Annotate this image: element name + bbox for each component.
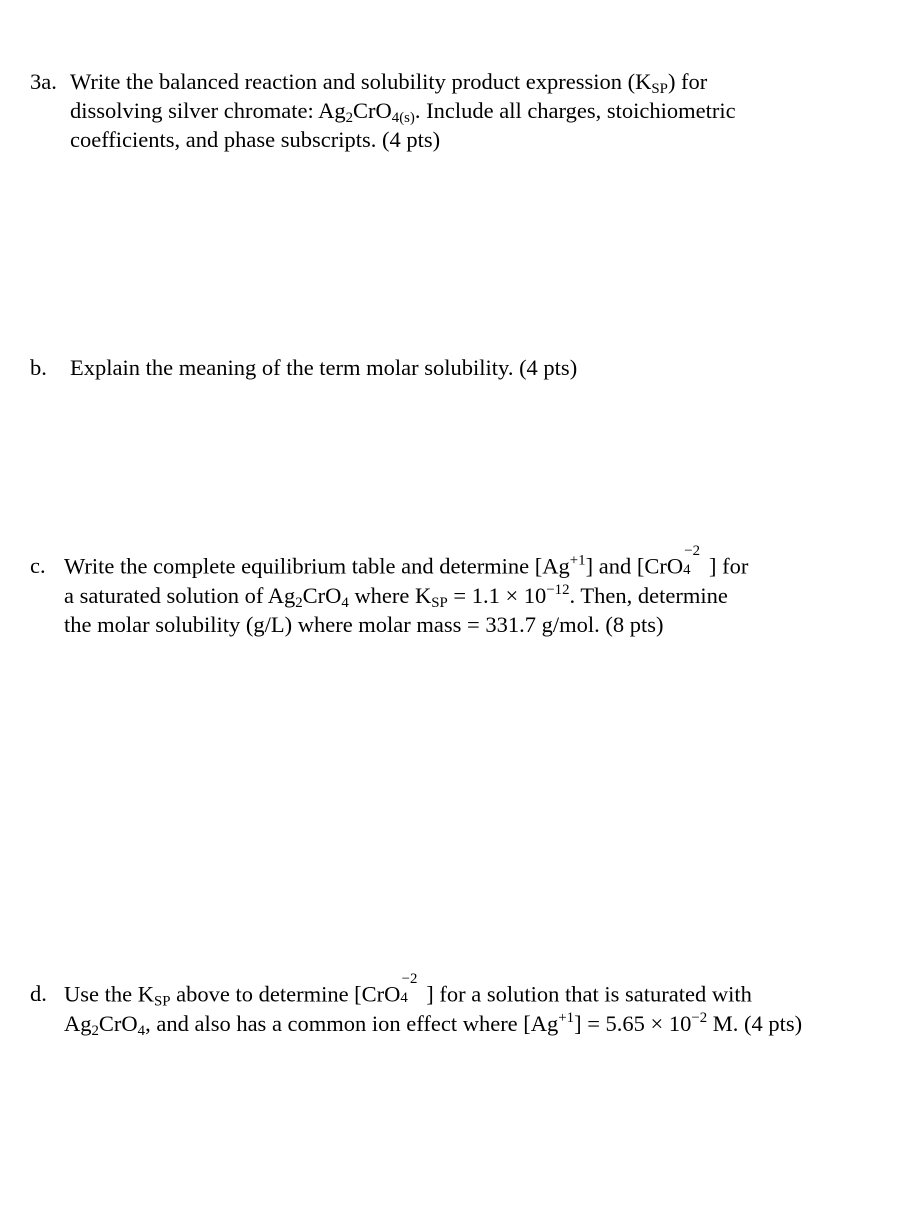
question-line [70, 125, 900, 154]
superscript: −12 [546, 581, 570, 598]
question-text [30, 67, 900, 154]
text-run: . Then, determine [569, 582, 728, 608]
text-run: CrO [302, 582, 342, 608]
text-run: Write the balanced reaction and solubility product expression (K [70, 69, 652, 94]
question-text [30, 353, 900, 382]
question-b [30, 353, 900, 382]
text-run: . Include all charges, stoichiometric [414, 98, 736, 123]
text-run: Explain the meaning of the term molar solubility. (4 pts) [70, 355, 578, 380]
question-line [70, 67, 900, 96]
question-label: c. [30, 553, 46, 578]
text-run: Ag [64, 1010, 92, 1036]
question-label: d. [30, 981, 47, 1006]
question-line [70, 353, 900, 382]
question-line [64, 581, 900, 610]
text-run: , and also has a common ion effect where [Ag [145, 1010, 559, 1036]
subscript: SP [431, 594, 448, 611]
subscript: SP [153, 993, 171, 1010]
text-run: CrO [98, 1010, 138, 1036]
subscript: 2 [345, 110, 354, 127]
question-text [30, 542, 900, 639]
question-d [30, 970, 900, 1039]
question-line [64, 610, 900, 639]
text-run: above to determine [CrO [170, 981, 401, 1007]
subscript: 4 [400, 989, 408, 1006]
superscript: −2 [684, 542, 701, 559]
text-run: a saturated solution of Ag [64, 582, 296, 608]
subscript: 4 [341, 594, 349, 611]
text-run: CrO [353, 98, 392, 123]
question-line [64, 542, 900, 581]
sub-superscript [400, 970, 426, 1006]
question-text [30, 970, 900, 1039]
superscript: −2 [691, 1009, 708, 1026]
text-run: ] for a solution that is saturated with [426, 981, 752, 1007]
text-run: ] for [708, 553, 749, 579]
text-run: ) for [667, 69, 708, 94]
question-line [64, 1009, 900, 1038]
text-run: where K [348, 582, 432, 608]
question-line [64, 970, 900, 1010]
subscript: 2 [295, 594, 303, 611]
text-run: M. (4 pts) [707, 1010, 803, 1036]
subscript: 4 [683, 561, 691, 578]
subscript: SP [651, 81, 668, 98]
text-run: the molar solubility (g/L) where molar mass = 331.7 g/mol. (8 pts) [64, 611, 664, 637]
question-label: b. [30, 355, 47, 380]
superscript: +1 [569, 552, 586, 569]
question-label: 3a. [30, 69, 57, 94]
question-3a [30, 67, 900, 154]
text-run: dissolving silver chromate: Ag [70, 98, 346, 123]
text-run: Write the complete equilibrium table and determine [Ag [64, 553, 570, 579]
superscript: −2 [401, 970, 418, 987]
subscript: 4(s) [391, 110, 415, 127]
text-run: = 1.1 × 10 [447, 582, 547, 608]
question-c [30, 542, 900, 639]
sub-superscript [683, 542, 709, 578]
superscript: +1 [558, 1009, 575, 1026]
subscript: 4 [137, 1022, 146, 1039]
subscript: 2 [91, 1022, 99, 1039]
text-run: Use the K [64, 981, 154, 1007]
text-run: ] and [CrO [585, 553, 684, 579]
text-run: coefficients, and phase subscripts. (4 pts) [70, 127, 441, 152]
question-line [70, 96, 900, 125]
text-run: ] = 5.65 × 10 [574, 1010, 692, 1036]
